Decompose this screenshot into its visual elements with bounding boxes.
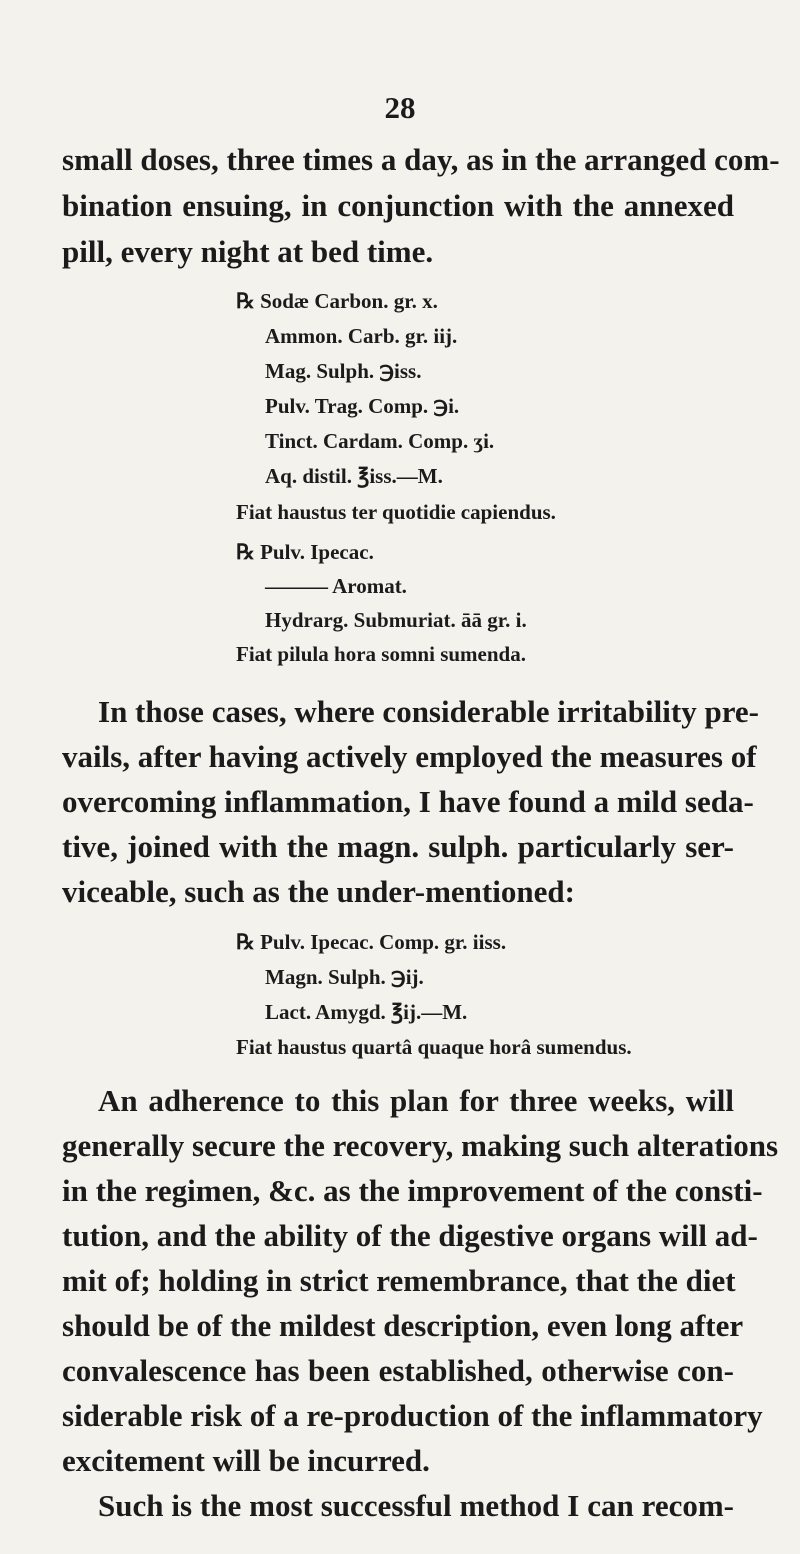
prescription-line: Tinct. Cardam. Comp. ʒi. (265, 429, 495, 453)
text-line: mit of; holding in strict remembrance, that the diet (62, 1263, 736, 1298)
prescription-line: Hydrarg. Submuriat. āā gr. i. (265, 608, 527, 632)
text-line: excitement will be incurred. (62, 1443, 430, 1478)
prescription-line: ——— Aromat. (265, 574, 407, 598)
text-line: pill, every night at bed time. (62, 234, 434, 269)
text-line: viceable, such as the under-mentioned: (62, 874, 575, 909)
prescription-line: Mag. Sulph. ℈iss. (265, 359, 422, 383)
text-line: in the regimen, &c. as the improvement of the consti- (62, 1173, 763, 1208)
text-line: small doses, three times a day, as in the arranged com- (62, 142, 780, 177)
prescription-line: ℞ Sodæ Carbon. gr. x. (236, 289, 438, 313)
prescription-instruction: Fiat haustus quartâ quaque horâ sumendus. (236, 1035, 632, 1059)
prescription-line: Lact. Amygd. ℥ij.—M. (265, 1000, 468, 1024)
prescription-line: Aq. distil. ℥iss.—M. (265, 464, 443, 488)
text-line: convalescence has been established, otherwise con- (62, 1353, 734, 1388)
text-line: siderable risk of a re-production of the inflammatory (62, 1398, 763, 1433)
text-line: bination ensuing, in conjunction with the annexed (62, 188, 734, 223)
prescription-line: Magn. Sulph. ℈ij. (265, 965, 424, 989)
text-line: overcoming inflammation, I have found a mild seda- (62, 784, 754, 819)
text-line: In those cases, where considerable irritability pre- (98, 694, 759, 729)
text-line: vails, after having actively employed the measures of (62, 739, 757, 774)
prescription-instruction: Fiat pilula hora somni sumenda. (236, 642, 526, 666)
text-line: An adherence to this plan for three weeks, will (98, 1083, 734, 1118)
text-line: generally secure the recovery, making such alterations (62, 1128, 779, 1163)
prescription-line: ℞ Pulv. Ipecac. (236, 540, 374, 564)
text-line: Such is the most successful method I can recom- (98, 1488, 734, 1523)
text-line: should be of the mildest description, even long after (62, 1308, 744, 1343)
prescription-line: Pulv. Trag. Comp. ℈i. (265, 394, 460, 418)
prescription-line: ℞ Pulv. Ipecac. Comp. gr. iiss. (236, 930, 507, 954)
text-line: tive, joined with the magn. sulph. particularly ser- (62, 829, 734, 864)
text-line: tution, and the ability of the digestive organs will ad- (62, 1218, 758, 1253)
page-number: 28 (384, 90, 416, 125)
prescription-instruction: Fiat haustus ter quotidie capiendus. (236, 500, 556, 524)
prescription-line: Ammon. Carb. gr. iij. (265, 324, 458, 348)
